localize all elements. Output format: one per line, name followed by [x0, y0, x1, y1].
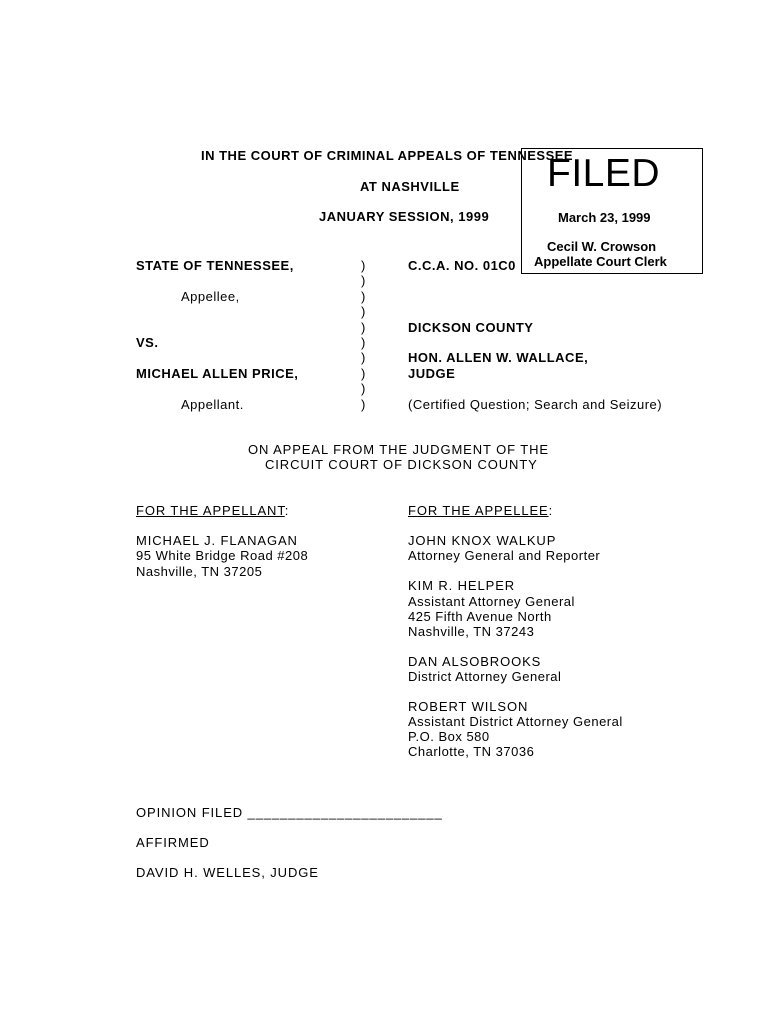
court-location: AT NASHVILLE: [360, 179, 460, 194]
divider-paren: ): [361, 320, 366, 335]
certified-question: (Certified Question; Search and Seizure): [408, 397, 663, 412]
appellee-counsel-heading-text: FOR THE APPELLEE: [408, 503, 549, 518]
divider-paren: ): [361, 350, 366, 365]
appellant-role: Appellant.: [181, 397, 244, 412]
county: DICKSON COUNTY: [408, 320, 534, 335]
heading-colon: :: [548, 503, 554, 518]
versus-label: VS.: [136, 335, 159, 350]
divider-paren: ): [361, 335, 366, 350]
appellee-party: STATE OF TENNESSEE,: [136, 258, 294, 273]
appellee-attorney-name: JOHN KNOX WALKUP: [408, 533, 557, 548]
divider-paren: ): [361, 258, 366, 273]
appellant-party: MICHAEL ALLEN PRICE,: [136, 366, 299, 381]
trial-judge-title: JUDGE: [408, 366, 456, 381]
appeal-line-2: CIRCUIT COURT OF DICKSON COUNTY: [265, 457, 538, 472]
appellant-counsel-heading-text: FOR THE APPELLANT: [136, 503, 285, 518]
filed-stamp-clerk-name: Cecil W. Crowson: [547, 239, 657, 254]
case-number: C.C.A. NO. 01C0: [408, 258, 516, 273]
appellee-attorney-name: ROBERT WILSON: [408, 699, 529, 714]
opinion-filed-line: OPINION FILED ________________________: [136, 805, 443, 820]
filed-stamp-clerk-title: Appellate Court Clerk: [534, 254, 667, 269]
divider-paren: ): [361, 397, 366, 412]
appellant-attorney-address: Nashville, TN 37205: [136, 564, 263, 579]
appellee-attorney-detail: Charlotte, TN 37036: [408, 744, 535, 759]
court-title: IN THE COURT OF CRIMINAL APPEALS OF TENNESSEE: [201, 148, 574, 163]
filed-stamp-date: March 23, 1999: [558, 210, 651, 225]
disposition: AFFIRMED: [136, 835, 210, 850]
appellee-attorney-detail: Assistant District Attorney General: [408, 714, 623, 729]
appellee-attorney-name: DAN ALSOBROOKS: [408, 654, 542, 669]
appellee-counsel-heading: [408, 503, 553, 518]
divider-paren: ): [361, 366, 366, 381]
appellant-attorney-address: 95 White Bridge Road #208: [136, 548, 309, 563]
divider-paren: ): [361, 381, 366, 396]
appellee-attorney-detail: District Attorney General: [408, 669, 562, 684]
divider-paren: ): [361, 273, 366, 288]
appellee-attorney-detail: P.O. Box 580: [408, 729, 490, 744]
filed-stamp-title: FILED: [547, 152, 661, 195]
divider-paren: ): [361, 304, 366, 319]
divider-paren: ): [361, 289, 366, 304]
appeal-line-1: ON APPEAL FROM THE JUDGMENT OF THE: [248, 442, 549, 457]
appellant-attorney-name: MICHAEL J. FLANAGAN: [136, 533, 298, 548]
trial-judge: HON. ALLEN W. WALLACE,: [408, 350, 589, 365]
appellee-role: Appellee,: [181, 289, 240, 304]
appellee-attorney-detail: Nashville, TN 37243: [408, 624, 535, 639]
appellant-counsel-heading: [136, 503, 289, 518]
opinion-author: DAVID H. WELLES, JUDGE: [136, 865, 319, 880]
heading-colon: :: [284, 503, 290, 518]
appellee-attorney-detail: Assistant Attorney General: [408, 594, 575, 609]
court-session: JANUARY SESSION, 1999: [319, 209, 490, 224]
appellee-attorney-detail: Attorney General and Reporter: [408, 548, 601, 563]
appellee-attorney-name: KIM R. HELPER: [408, 578, 516, 593]
appellee-attorney-detail: 425 Fifth Avenue North: [408, 609, 552, 624]
